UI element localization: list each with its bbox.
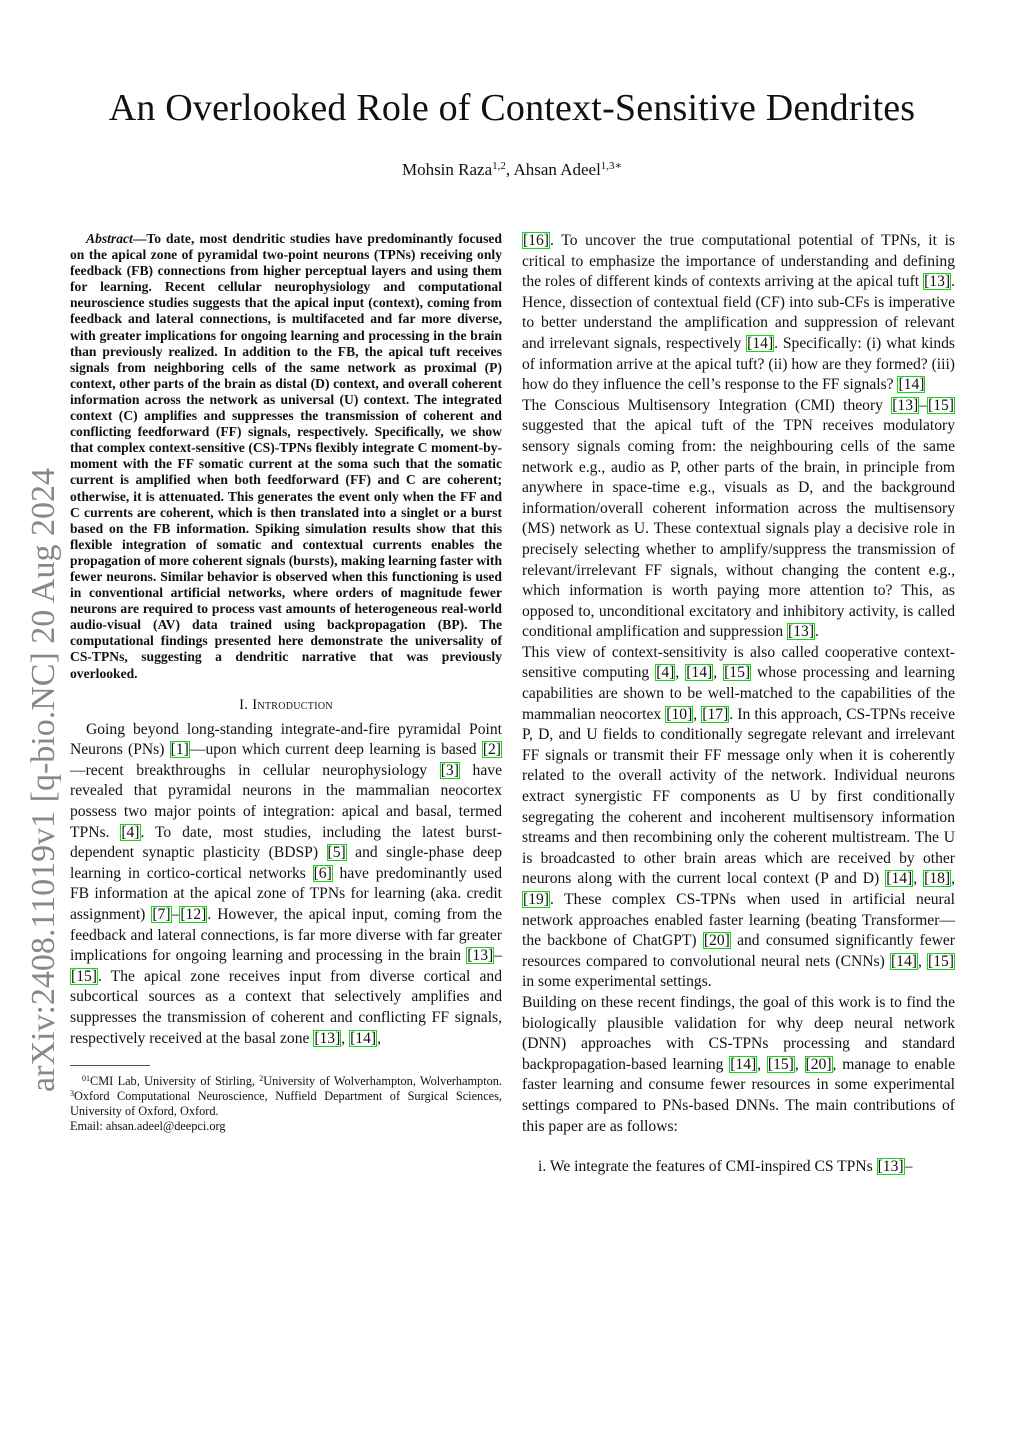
citation-link[interactable]: [19]: [523, 891, 549, 908]
citation-link[interactable]: [14]: [350, 1029, 377, 1047]
text-run: ,: [377, 1029, 381, 1047]
citation-link[interactable]: [15]: [767, 1055, 794, 1073]
citation-link[interactable]: [13]: [877, 1158, 904, 1176]
citation-link[interactable]: [13]: [467, 947, 494, 965]
citation-link[interactable]: [12]: [180, 905, 207, 923]
text-run: . The apical zone receives input from diverse cortical and subcortical sources as a context that selectively amplifies and suppresses the transmission of coherent and conflicting FF signals, respectively received at the basal zone: [70, 967, 502, 1047]
citation-link[interactable]: [14]: [890, 952, 917, 970]
text-run: in some experimental settings.: [522, 973, 712, 991]
citation-link[interactable]: [4]: [656, 664, 675, 682]
citation-link[interactable]: [7]: [152, 905, 171, 923]
text-run: suggested that the apical tuft of the TPN receives modulatory sensory signals coming from: the neighbouring cells of the same network e.g., audio as P, other parts of the brain, in principle from anywhere in space-time e.g., visuals as D, and the background information/overall coherent information across the multisensory (MS) network as U. These contextual signals play a decisive role in precisely selecting whether to amplify/suppress the transmission of relevant/irrelevant FF signals, without changing the content e.g., which information is worth paying more attention to? This, as opposed to, unconditional excitatory and inhibitory activity, is called conditional amplification and suppression: [522, 417, 955, 641]
text-run: ,: [341, 1029, 350, 1047]
text-run: and consumed significantly fewer resources compared to convolutional neural nets (CNNs): [522, 932, 955, 970]
author-name: Ahsan Adeel: [513, 160, 601, 179]
text-run: . In this approach, CS-TPNs receive P, D, and U fields to conditionally segregate relevant and irrelevant FF signals or transmit their FF message only when it is coherently related to the overall activity of the network. Individual neurons extract synergistic FF components as U by first conditionally segregating the coherent and incoherent multisensory information streams and then recombining only the coherent multistream. The U is broadcasted to other brain areas which are received by other neurons along with the current local context (P and D): [522, 705, 956, 888]
paper-title: An Overlooked Role of Context-Sensitive Dendrites: [108, 87, 916, 129]
citation-link[interactable]: [13]: [892, 396, 919, 414]
footnote-text: CMI Lab, University of Stirling,: [90, 1074, 260, 1089]
text-run: . To uncover the true computational potential of TPNs, it is critical to emphasize the importance of understanding and defining the roles of different kinds of contexts arriving at the apical tuft: [522, 232, 955, 291]
citation-link[interactable]: [14]: [898, 376, 925, 394]
abstract-label: Abstract: [86, 231, 133, 246]
citation-link[interactable]: [14]: [730, 1055, 757, 1073]
text-run: ,: [794, 1055, 805, 1073]
citation-link[interactable]: [4]: [121, 823, 140, 841]
citation-link[interactable]: [5]: [327, 844, 346, 862]
email-footnote: Email: ahsan.adeel@deepci.org: [70, 1118, 226, 1133]
text-run: ,: [675, 664, 686, 682]
text-run: have revealed that pyramidal neurons in the mammalian neocortex possess two major points of integration: apical and basal, termed TPNs.: [70, 761, 502, 841]
text-run: —upon which current deep learning is based: [189, 741, 482, 759]
affiliation-sup: 1,2: [492, 160, 506, 172]
text-run: have predominantly used FB information at the apical zone of TPNs for learning (aka. credit assignment): [70, 864, 502, 923]
text-run: . Hence, dissection of contextual field (CF) into sub-CFs is imperative to better understand the amplification and suppression of relevant and irrelevant signals, respectively: [522, 273, 955, 352]
citation-link[interactable]: [20]: [805, 1055, 832, 1073]
affiliation-sup: 1,3∗: [600, 160, 623, 172]
citation-link[interactable]: [16]: [523, 232, 549, 249]
citation-link[interactable]: [14]: [686, 664, 713, 682]
contribution-item: [538, 1157, 955, 1178]
right-column: [522, 231, 955, 1178]
text-run: and single-phase deep learning in cortico-cortical networks: [70, 844, 503, 882]
footnote-sup: 01: [82, 1074, 90, 1084]
text-run: This view of context-sensitivity is also called cooperative context-sensitive computing: [522, 643, 955, 682]
abstract-text: —To date, most dendritic studies have predominantly focused on the apical zone of pyramidal two-point neurons (TPNs) receiving only feedback (FB) connections from higher perceptual layers and using them for learning. Recent cellular neurophysiology and computational neuroscience studies suggests that the apical input (context), coming from feedback and lateral connections, is multifaceted and far more diverse, with greater implications for ongoing learning and processing in the brain than previously realized. In addition to the FB, the apical tuft receives signals from neighboring cells of the same network as proximal (P) context, other parts of the brain as distal (D) context, and overall coherent information across the network as universal (U) context. The integrated context (C) amplifies and suppresses the transmission of coherent and conflicting feedforward (FF) signals, respectively. Specifically, we show that complex context-sensitive (CS)-TPNs flexibly integrate C moment-by-moment with the FF somatic current at the soma such that the somatic current is amplified when both feedforward (FF) and C are coherent; otherwise, it is attenuated. This generates the event only when the FF and C currents are coherent, which is then translated into a singlet or a burst based on the FB information. Spiking simulation results show that this flexible integration of somatic and contextual currents enables the propagation of more coherent signals (bursts), making learning faster with fewer neurons. Similar behavior is observed when this functioning is used in conventional artificial networks, where orders of magnitude fewer neurons are required to process vast amounts of heterogeneous real-world audio-visual (AV) data trained using backpropagation (BP). The computational findings presented here demonstrate the universality of CS-TPNs, suggesting a dendritic narrative that was previously overlooked.: [70, 231, 502, 681]
author-line: [0, 159, 1024, 181]
text-run: .: [815, 623, 819, 641]
citation-link[interactable]: [15]: [928, 396, 954, 414]
left-column: [70, 231, 502, 1133]
citation-link[interactable]: [13]: [314, 1029, 341, 1047]
citation-link[interactable]: [13]: [924, 273, 951, 291]
text-run: whose processing and learning capabilities are shown to be well-matched to the capabilities of the mammalian neocortex: [522, 664, 956, 723]
text-run: ,: [757, 1055, 767, 1073]
citation-link[interactable]: [6]: [313, 864, 332, 882]
body-paragraph: [522, 993, 955, 1137]
text-run: Going beyond long-standing integrate-and-fire pyramidal Point Neurons (PNs): [70, 720, 502, 759]
text-run: The Conscious Multisensory Integration (CMI) theory: [522, 396, 892, 414]
author-separator: ,: [505, 160, 514, 179]
author-name: Mohsin Raza: [401, 160, 493, 179]
footnote-divider: [70, 1065, 150, 1066]
text-run: ,: [951, 870, 956, 888]
section-title: Introduction: [252, 696, 333, 713]
footnote-sup: 3: [70, 1088, 74, 1098]
text-run: . However, the apical input, coming from the feedback and lateral connections, is far more diverse with far greater implications for ongoing learning and processing in the brain: [70, 905, 502, 965]
citation-link[interactable]: [13]: [788, 623, 815, 641]
text-run: . Specifically: (i) what kinds of information arrive at the apical tuft? (ii) how are they formed? (iii) how do they influence the cell’s response to the FF signals?: [522, 334, 956, 394]
text-run: ,: [917, 952, 928, 970]
text-run: —recent breakthroughs in cellular neurophysiology: [70, 761, 440, 779]
citation-link[interactable]: [14]: [747, 334, 774, 352]
section-heading-introduction: [70, 696, 502, 714]
citation-link[interactable]: [10]: [666, 705, 693, 723]
text-run: , manage to enable faster learning and consume fewer resources in some experimental settings compared to PNs-based DNNs. The main contributions of this paper are as follows:: [522, 1055, 956, 1135]
section-number: I.: [239, 696, 249, 713]
text-run: ,: [913, 870, 924, 888]
text-run: Building on these recent findings, the goal of this work is to find the biologically plausible validation for why deep neural network (DNN) approaches with CS-TPNs processing and standard backpropagation-based learning: [522, 993, 955, 1073]
arxiv-sidebar-stamp: arXiv:2408.11019v1 [q-bio.NC] 20 Aug 2024: [25, 468, 62, 1092]
citation-link[interactable]: [20]: [703, 932, 730, 950]
text-run: –: [171, 905, 180, 923]
citation-link[interactable]: [14]: [886, 870, 913, 888]
text-run: We integrate the features of CMI-inspired CS TPNs: [546, 1158, 877, 1176]
body-paragraph: [522, 396, 955, 643]
text-run: ,: [713, 664, 724, 682]
footnote-sup: 2: [259, 1074, 264, 1084]
citation-link[interactable]: [18]: [924, 870, 951, 888]
text-run: . To date, most studies, including the latest burst-dependent synaptic plasticity (BDSP): [70, 823, 502, 862]
citation-link[interactable]: [15]: [928, 952, 954, 970]
citation-link[interactable]: [15]: [724, 664, 751, 682]
footnote-text: University of Wolverhampton, Wolverhampton.: [263, 1074, 502, 1089]
text-run: –: [494, 947, 502, 965]
text-run: –: [919, 396, 928, 414]
citation-link[interactable]: [3]: [440, 761, 459, 779]
text-run: –: [904, 1158, 913, 1176]
body-paragraph: [522, 643, 955, 993]
citation-link[interactable]: [2]: [482, 741, 501, 759]
text-run: . These complex CS-TPNs when used in artificial neural network approaches enabled faster learning (beating Transformer—the backbone of ChatGPT): [522, 891, 955, 950]
affiliation-footnote: [70, 1074, 502, 1118]
citation-link[interactable]: [15]: [71, 967, 97, 985]
list-number: i.: [538, 1158, 547, 1176]
citation-link[interactable]: [17]: [702, 705, 729, 723]
text-run: ,: [693, 705, 702, 723]
body-paragraph: [522, 231, 955, 396]
citation-link[interactable]: [1]: [170, 741, 189, 759]
abstract: [70, 231, 502, 682]
footnote-text: Oxford Computational Neuroscience, Nuffield Department of Surgical Sciences, University of Oxford, Oxford.: [70, 1088, 502, 1118]
intro-paragraph: [70, 720, 502, 1050]
